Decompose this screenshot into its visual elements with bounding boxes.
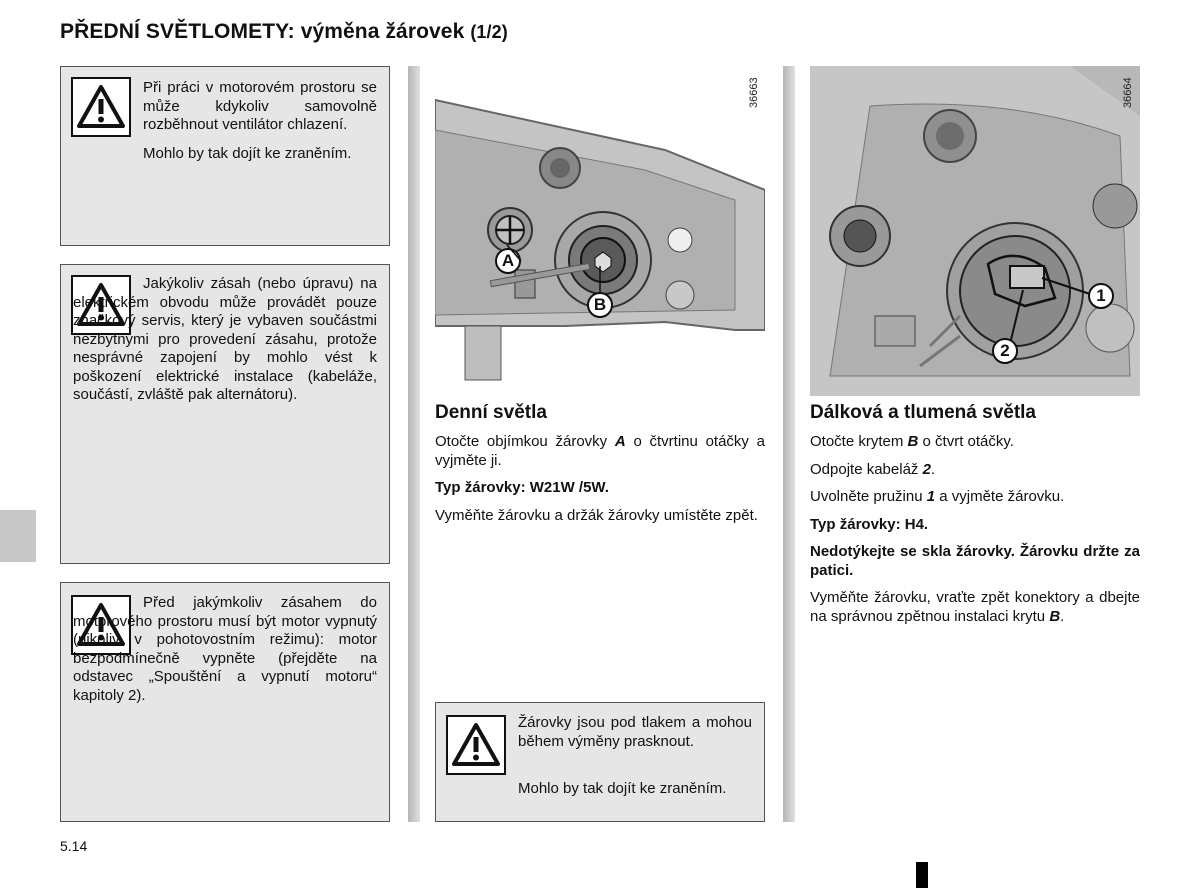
section-body-day-lights: [435, 433, 765, 534]
page-title-part: (1/2): [470, 22, 508, 42]
warning-text: Jakýkoliv zásah (nebo úpravu) na elektrickém obvodu může provádět pouze značkový servis, který je vybaven součástmi nezbytnými pro provedení zásahu, protože nesprávné zapojení by mohlo vést k poškození elektrické instalace (kabeláže, součástí, zvláště pak alternátoru).: [73, 275, 377, 403]
page-number: 5.14: [60, 838, 88, 854]
page-title: [60, 20, 508, 44]
instruction-text: Vyměňte žárovku a držák žárovky umístěte zpět.: [435, 506, 758, 524]
section-body-main-lights: [810, 433, 1140, 635]
figure-label-b-text: B: [593, 295, 607, 314]
figure-label-1: [1088, 283, 1114, 309]
instruction-text: Vyměňte žárovku, vraťte zpět konektory a dbejte na správnou zpětnou instalaci krytu B.: [810, 589, 1140, 625]
warning-box-engine-off: [60, 582, 390, 822]
figure-label-2-text: 2: [1000, 341, 1010, 360]
warning-text-injury: Mohlo by tak dojít ke zraněním.: [143, 145, 352, 162]
warning-box-electrical: [60, 264, 390, 564]
page-title-text: PŘEDNÍ SVĚTLOMETY: výměna žárovek: [60, 20, 465, 43]
figure-code: 36664: [1122, 77, 1134, 108]
bulb-type-text: Typ žárovky: H4.: [810, 515, 929, 533]
instruction-text: Otočte objímkou žárovky A o čtvrtinu otáčky a vyjměte ji.: [435, 433, 765, 469]
warning-text: Před jakýmkoliv zásahem do motorového prostoru musí být motor vypnutý (nikoliv v pohotovostním režimu): motor bezpodmínečně vypněte (přejděte na odstavec „Spouštění a vypnutí motoru“ kapitoly 2).: [73, 594, 377, 704]
figure-label-1-text: 1: [1096, 286, 1106, 305]
warning-triangle-icon: [451, 722, 501, 768]
bulb-type-text: Typ žárovky: W21W /5W.: [435, 479, 609, 496]
figure-label-a-text: A: [501, 251, 515, 270]
warning-icon-frame: [71, 77, 131, 137]
warning-triangle-icon: [76, 84, 126, 130]
figure-label-2: [992, 338, 1018, 364]
column-divider: [408, 66, 420, 822]
caution-note: Nedotýkejte se skla žárovky. Žárovku držte za patici.: [810, 543, 1140, 579]
section-heading-day-lights: Denní světla: [435, 402, 547, 423]
instruction-text: Odpojte kabeláž 2.: [810, 460, 936, 478]
page-edge-marker: [916, 862, 928, 888]
figure-leader-lines: [435, 90, 765, 382]
warning-box-cooling-fan: [60, 66, 390, 246]
warning-box-bulb-pressure: [435, 702, 765, 822]
column-divider: [783, 66, 795, 822]
warning-text-injury: Mohlo by tak dojít ke zraněním.: [518, 780, 727, 797]
figure-leader-lines: [810, 66, 1140, 396]
headlamp-photo-main-beam: [810, 66, 1140, 396]
section-heading-main-lights: Dálková a tlumená světla: [810, 402, 1036, 423]
warning-icon-frame: [446, 715, 506, 775]
instruction-text: Uvolněte pružinu 1 a vyjměte žárovku.: [810, 488, 1065, 505]
figure-code: 36663: [748, 77, 760, 108]
chapter-tab: [0, 510, 36, 562]
warning-text: Při práci v motorovém prostoru se může kdykoliv samovolně rozběhnout ventilátor chlazení.: [143, 79, 377, 133]
instruction-text: Otočte krytem B o čtvrt otáčky.: [810, 433, 1014, 450]
warning-text: Žárovky jsou pod tlakem a mohou během výměny prasknout.: [518, 714, 752, 750]
headlamp-photo-day-light: [435, 90, 765, 382]
